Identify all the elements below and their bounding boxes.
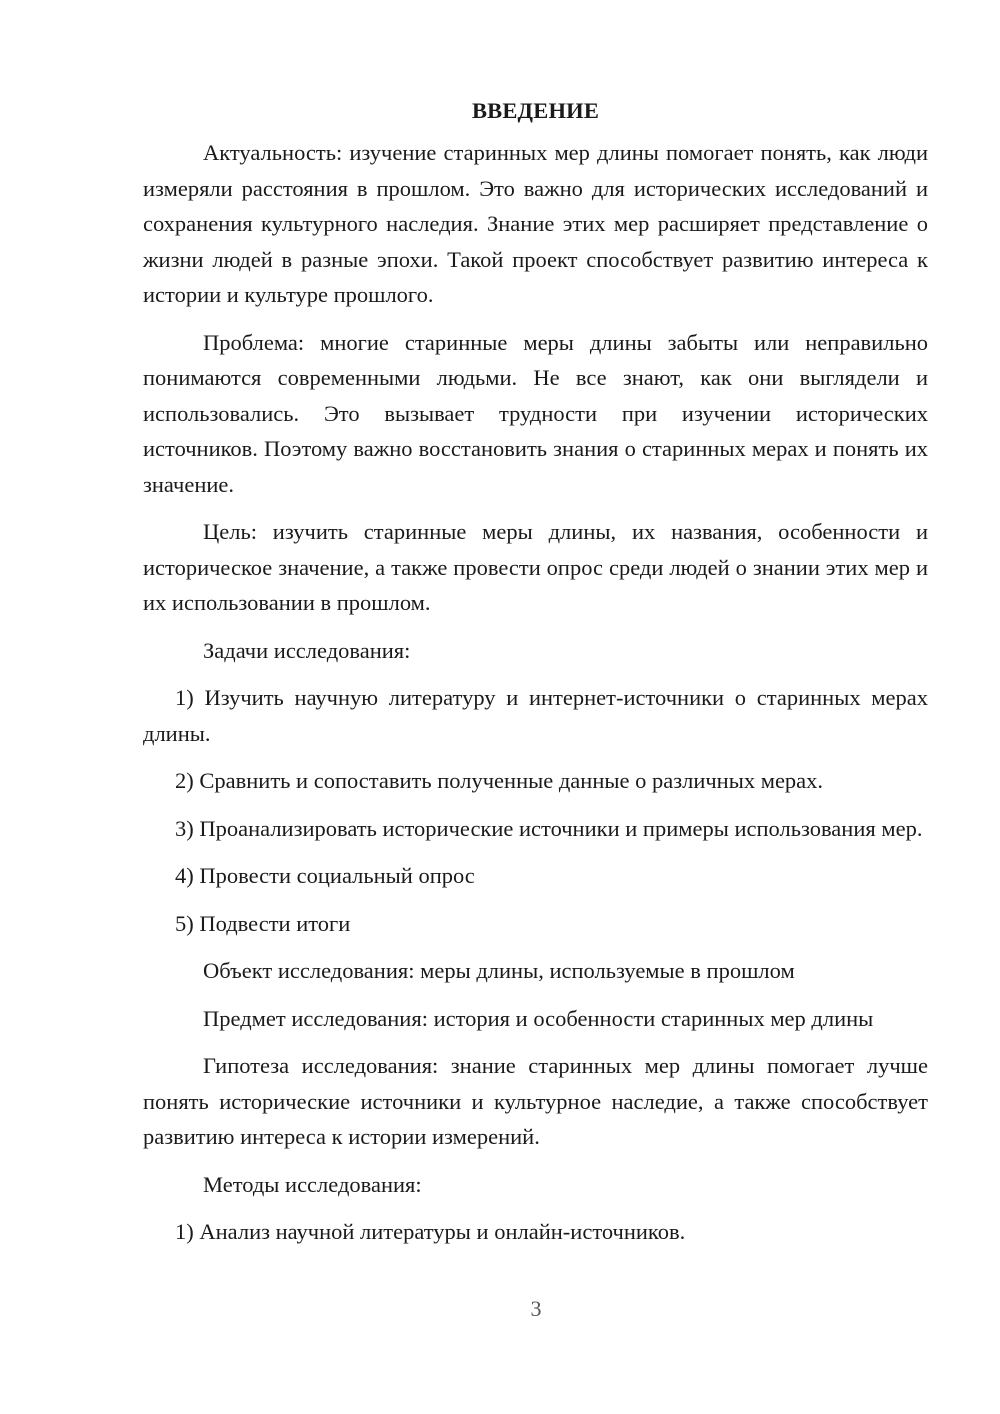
- problem-paragraph: Проблема: многие старинные меры длины забыты или неправильно понимаются современными людьми. Не все знают, как они выглядели и использовались. Это вызывает трудности при изучении исторических источников. Поэтому важно восстановить знания о старинных мерах и понять их значение.: [143, 329, 928, 497]
- document-page: [143, 95, 928, 1262]
- section-title: ВВЕДЕНИЕ: [471, 98, 600, 123]
- task-item-2: 2) Сравнить и сопоставить полученные данные о различных мерах.: [175, 768, 824, 793]
- tasks-heading: Задачи исследования:: [203, 637, 411, 663]
- task-item-5: 5) Подвести итоги: [175, 910, 351, 936]
- methods-heading: Методы исследования:: [203, 1171, 422, 1197]
- subject-paragraph: Предмет исследования: история и особенности старинных мер длины: [203, 1005, 874, 1031]
- relevance-paragraph: Актуальность: изучение старинных мер длины помогает понять, как люди измеряли расстояния в прошлом. Это важно для исторических исследований и сохранения культурного наследия. Знание этих мер расширяет представление о жизни людей в разные эпохи. Такой проект способствует развитию интереса к истории и культуре прошлого.: [143, 140, 928, 307]
- task-item-3: 3) Проанализировать исторические источники и примеры использования мер.: [175, 815, 923, 841]
- hypothesis-paragraph: Гипотеза исследования: знание старинных мер длины помогает лучше понять исторические источники и культурное наследие, а также способствует развитию интереса к истории измерений.: [143, 1053, 928, 1149]
- task-item-4: 4) Провести социальный опрос: [175, 863, 475, 888]
- page-number: 3: [530, 1296, 542, 1321]
- goal-paragraph: Цель: изучить старинные меры длины, их названия, особенности и историческое значение, а также провести опрос среди людей о знании этих мер и их использовании в прошлом.: [143, 519, 928, 615]
- task-item-1: 1) Изучить научную литературу и интернет-источники о старинных мерах длины.: [143, 685, 928, 746]
- method-item-1: 1) Анализ научной литературы и онлайн-источников.: [175, 1219, 686, 1244]
- object-paragraph: Объект исследования: меры длины, используемые в прошлом: [203, 958, 795, 983]
